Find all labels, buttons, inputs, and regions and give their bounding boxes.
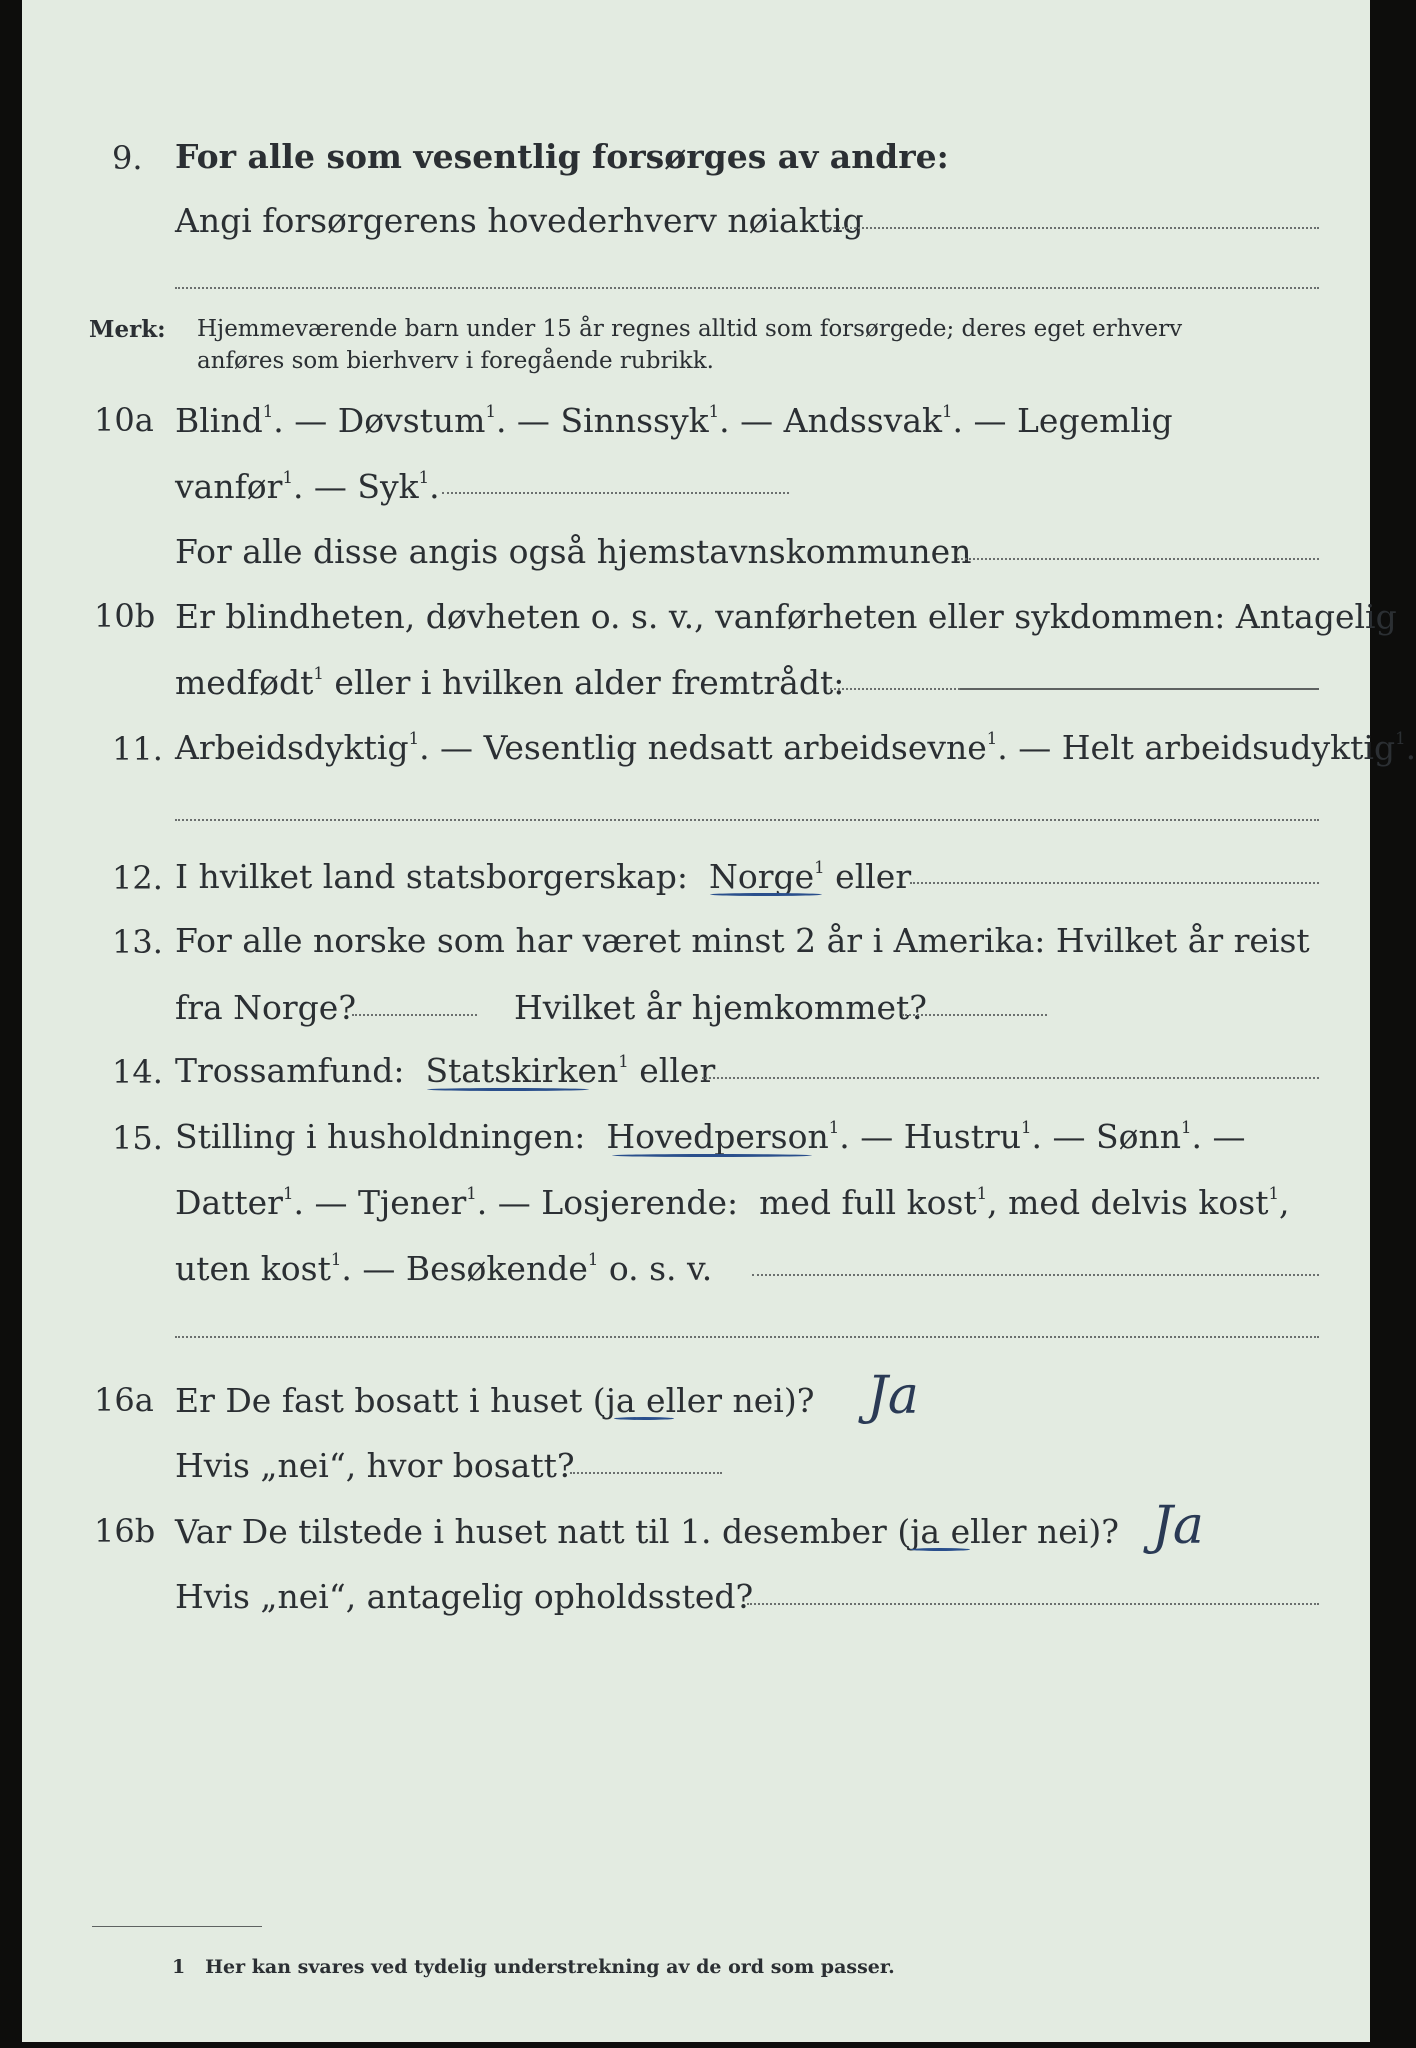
option-sonn[interactable]: Sønn: [1095, 1117, 1181, 1156]
q15-osv: o. s. v.: [608, 1249, 713, 1288]
q12-eller: eller: [835, 857, 912, 896]
option-medfodt[interactable]: medfødt: [175, 663, 314, 702]
census-form-page: [22, 0, 1416, 2042]
q16b-number: 16b: [94, 1512, 156, 1550]
q9-number: 9.: [112, 139, 143, 177]
statskirken-underline-mark: [427, 1088, 589, 1091]
footnote-mark: 1: [172, 1956, 186, 1978]
q9-answer-line[interactable]: [827, 227, 1319, 229]
option-statskirken[interactable]: Statskirken: [425, 1051, 619, 1090]
q13-departure-answer-line[interactable]: [352, 1014, 477, 1016]
q16b-place-answer-line[interactable]: [747, 1603, 1319, 1605]
q16a-ja-underline-mark: [614, 1417, 674, 1420]
q9-heading: For alle som vesentlig forsørges av andre:: [175, 137, 949, 176]
q16b-ja-underline-mark: [910, 1548, 970, 1551]
q15-label: Stilling i husholdningen:: [175, 1117, 586, 1156]
option-uten-kost[interactable]: uten kost: [175, 1249, 331, 1288]
q10b-answer-line[interactable]: [960, 688, 1319, 690]
option-nedsatt-arbeidsevne[interactable]: Vesentlig nedsatt arbeidsevne: [483, 728, 987, 767]
q10b-age-label: eller i hvilken alder fremtrådt:: [334, 663, 845, 702]
q15-line-1: Stilling i husholdningen: Hovedperson$^1$. — Hustru$^1$. — Sønn$^1$. —: [175, 1117, 1246, 1156]
option-besokende[interactable]: Besøkende: [405, 1249, 588, 1288]
q10a-line-2: vanfør$^1$. — Syk$^1$.: [175, 467, 440, 506]
option-hustru[interactable]: Hustru: [903, 1117, 1021, 1156]
option-blind[interactable]: Blind: [175, 401, 263, 440]
q11-options: Arbeidsdyktig$^1$. — Vesentlig nedsatt arbeidsevne$^1$. — Helt arbeidsudyktig$^1$.: [175, 728, 1416, 767]
q9-answer-line-2[interactable]: [175, 287, 1319, 289]
option-dovstum[interactable]: Døvstum: [337, 401, 486, 440]
q15-losjerende-label: Losjerende:: [541, 1183, 739, 1222]
option-full-kost[interactable]: med full kost: [759, 1183, 977, 1222]
q13-return-answer-line[interactable]: [902, 1014, 1047, 1016]
option-andssvak[interactable]: Andssvak: [783, 401, 943, 440]
q10a-number: 10a: [94, 401, 154, 439]
q10b-number: 10b: [94, 597, 156, 635]
q10a-hometown-label: For alle disse angis også hjemstavnskommunen: [175, 532, 972, 571]
q13-return-label: Hvilket år hjemkommet?: [514, 988, 927, 1027]
option-sinnssyk[interactable]: Sinnssyk: [560, 401, 709, 440]
option-legemlig[interactable]: Legemlig: [1017, 401, 1173, 440]
q13-line-1: For alle norske som har været minst 2 år i Amerika: Hvilket år reist: [175, 921, 1310, 960]
q16a-question: Er De fast bosatt i huset (ja eller nei)?: [175, 1381, 815, 1420]
footnote-rule: [92, 1926, 262, 1927]
q11-answer-line[interactable]: [175, 819, 1319, 821]
q10b-line-1: Er blindheten, døvheten o. s. v., vanførheten eller sykdommen: Antagelig: [175, 597, 1397, 636]
q16a-where-answer-line[interactable]: [570, 1472, 722, 1474]
q12-answer-line[interactable]: [910, 882, 1319, 884]
q16b-question: Var De tilstede i huset natt til 1. desember (ja eller nei)?: [175, 1512, 1119, 1551]
q15-line-2: Datter$^1$. — Tjener$^1$. — Losjerende: med full kost$^1$, med delvis kost$^1$,: [175, 1183, 1290, 1222]
option-delvis-kost[interactable]: med delvis kost: [1008, 1183, 1269, 1222]
q14-number: 14.: [112, 1053, 163, 1091]
q10a-line-1: Blind$^1$. — Døvstum$^1$. — Sinnssyk$^1$. — Andssvak$^1$. — Legemlig: [175, 401, 1173, 440]
q10a-syk-answer-line[interactable]: [442, 492, 789, 494]
option-arbeidsudyktig[interactable]: Helt arbeidsudyktig: [1061, 728, 1396, 767]
q14-line: Trossamfund: Statskirken$^1$ eller: [175, 1051, 716, 1090]
q14-answer-line[interactable]: [702, 1077, 1319, 1079]
q16a-where-label: Hvis „nei“, hvor bosatt?: [175, 1446, 575, 1485]
option-datter[interactable]: Datter: [175, 1183, 283, 1222]
q15-answer-line-2[interactable]: [175, 1336, 1319, 1338]
note-label: Merk:: [89, 316, 166, 343]
q15-line-3: uten kost$^1$. — Besøkende$^1$ o. s. v.: [175, 1249, 713, 1288]
footnote: [172, 1956, 895, 1978]
q12-label: I hvilket land statsborgerskap:: [175, 857, 689, 896]
option-vanfor[interactable]: vanfør: [175, 467, 283, 506]
option-tjener[interactable]: Tjener: [357, 1183, 467, 1222]
q9-provider-occupation-label: Angi forsørgerens hovederhverv nøiaktig: [175, 201, 864, 240]
q12-line: I hvilket land statsborgerskap: Norge$^1$ eller: [175, 857, 912, 896]
q15-number: 15.: [112, 1119, 163, 1157]
q13-number: 13.: [112, 923, 163, 961]
q16a-number: 16a: [94, 1381, 154, 1419]
option-norge[interactable]: Norge: [709, 857, 815, 896]
option-hovedperson[interactable]: Hovedperson: [606, 1117, 829, 1156]
q15-answer-line[interactable]: [752, 1274, 1319, 1276]
q11-number: 11.: [112, 730, 163, 768]
q12-number: 12.: [112, 859, 163, 897]
q10b-line-2: medfødt$^1$ eller i hvilken alder fremtrådt:: [175, 663, 845, 702]
q16b-handwritten-answer[interactable]: Ja: [1152, 1496, 1204, 1556]
option-arbeidsdyktig[interactable]: Arbeidsdyktig: [175, 728, 409, 767]
q10a-hometown-answer-line[interactable]: [957, 558, 1319, 560]
option-syk[interactable]: Syk: [357, 467, 419, 506]
q14-label: Trossamfund:: [175, 1051, 405, 1090]
footnote-text: Her kan svares ved tydelig understrekning av de ord som passer.: [205, 1956, 895, 1978]
q10b-answer-dots[interactable]: [830, 688, 960, 690]
note-line-2: anføres som bierhverv i foregående rubrikk.: [197, 348, 714, 374]
q13-from-norway-label: fra Norge?: [175, 988, 357, 1027]
q14-eller: eller: [639, 1051, 716, 1090]
q16a-handwritten-answer[interactable]: Ja: [867, 1366, 919, 1426]
norge-underline-mark: [710, 893, 822, 896]
q16b-place-label: Hvis „nei“, antagelig opholdssted?: [175, 1577, 754, 1616]
hovedperson-underline-mark: [612, 1154, 812, 1157]
note-line-1: Hjemmeværende barn under 15 år regnes alltid som forsørgede; deres eget erhverv: [197, 316, 1183, 342]
